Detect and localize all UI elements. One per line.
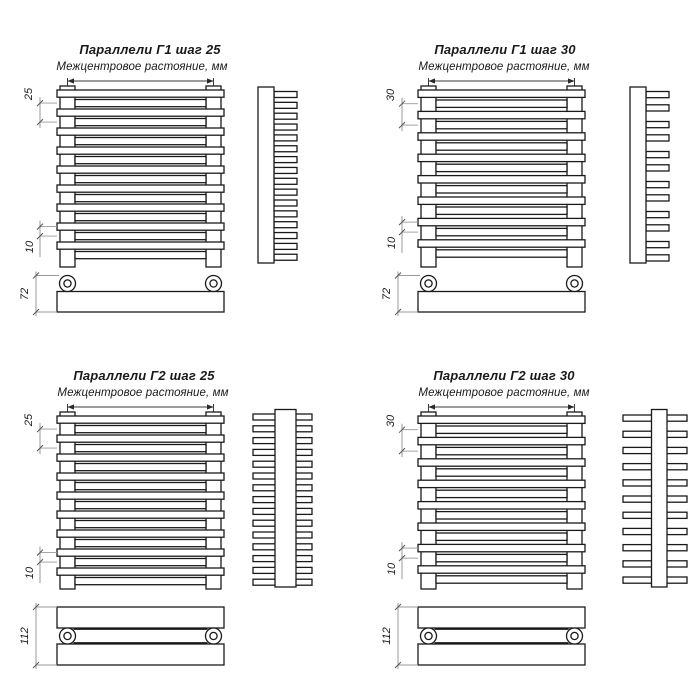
heating-tube-full	[57, 511, 224, 518]
side-tube-stub	[295, 520, 312, 526]
heating-tube-full	[418, 480, 585, 487]
heating-tube-inset	[75, 100, 206, 107]
heating-tube-full	[57, 223, 224, 230]
side-tube-stub	[623, 447, 653, 453]
dimension-gap-label: 10	[24, 240, 36, 254]
side-tube-stub	[623, 545, 653, 551]
heating-tube-full	[418, 502, 585, 509]
side-tube-stub	[274, 167, 297, 173]
heating-tube-full	[57, 454, 224, 461]
heating-tube-inset	[436, 533, 567, 540]
side-tube-stub	[274, 189, 297, 195]
side-tube-stub	[646, 182, 669, 188]
side-tube-stub	[295, 438, 312, 444]
tube-row-body	[418, 644, 585, 665]
side-tube-stub	[274, 102, 297, 108]
side-tube-stub	[295, 473, 312, 479]
dimension-step-label: 30	[385, 414, 397, 427]
dimension-height-label: 72	[381, 287, 393, 300]
figure-art	[33, 78, 297, 316]
heating-tube-full	[57, 549, 224, 556]
side-tube-stub	[623, 528, 653, 534]
side-tube-stub	[274, 200, 297, 206]
side-tube-stub	[253, 532, 276, 538]
heating-tube-inset	[75, 540, 206, 547]
side-tube-stub	[274, 135, 297, 141]
heating-tube-full	[418, 544, 585, 551]
side-tube-stub	[253, 473, 276, 479]
heating-tube-full	[418, 90, 585, 97]
heating-tube-inset	[75, 483, 206, 490]
side-tube-stub	[646, 225, 669, 231]
heating-tube-inset	[75, 195, 206, 202]
tube-row-body	[418, 607, 585, 628]
heating-tube-full	[57, 492, 224, 499]
figure-title: Параллели Г1 шаг 25	[79, 42, 221, 57]
figure-title: Параллели Г2 шаг 25	[73, 368, 215, 383]
side-tube-stub	[274, 157, 297, 163]
heating-tube-inset	[75, 252, 206, 259]
dimension-height-label: 72	[19, 287, 31, 300]
side-tube-stub	[666, 561, 687, 567]
side-tube-stub	[274, 233, 297, 239]
side-tube-stub	[295, 485, 312, 491]
side-tube-stub	[253, 426, 276, 432]
heating-tube-inset	[75, 157, 206, 164]
side-tube-stub	[666, 447, 687, 453]
side-tube-stub	[274, 113, 297, 119]
side-tube-stub	[253, 520, 276, 526]
heating-tube-inset	[75, 233, 206, 240]
heating-tube-inset	[75, 464, 206, 471]
side-tube-stub	[274, 92, 297, 98]
side-tube-stub	[666, 464, 687, 470]
side-tube-stub	[274, 211, 297, 217]
heating-tube-full	[57, 185, 224, 192]
side-tube-stub	[253, 579, 276, 585]
dimension-arrow	[207, 404, 214, 409]
side-tube-stub	[274, 178, 297, 184]
side-tube-stub	[253, 556, 276, 562]
heating-tube-inset	[75, 559, 206, 566]
side-tube-stub	[295, 497, 312, 503]
dimension-height-label: 112	[381, 627, 393, 645]
heating-tube-full	[418, 437, 585, 444]
side-tube-stub	[623, 577, 653, 583]
heating-tube-inset	[75, 578, 206, 585]
heating-tube-full	[418, 111, 585, 118]
heating-tube-full	[418, 133, 585, 140]
side-tube-stub	[646, 122, 669, 128]
side-tube-stub	[295, 426, 312, 432]
side-collector	[652, 410, 668, 588]
side-tube-stub	[253, 497, 276, 503]
heating-tube-full	[57, 416, 224, 423]
port-inner-circle	[64, 632, 71, 639]
heating-tube-inset	[75, 521, 206, 528]
heating-tube-inset	[75, 214, 206, 221]
side-tube-stub	[623, 431, 653, 437]
side-tube-stub	[666, 496, 687, 502]
heating-tube-full	[418, 197, 585, 204]
heating-tube-inset	[436, 100, 567, 107]
side-tube-stub	[274, 222, 297, 228]
side-tube-stub	[666, 512, 687, 518]
dimension-arrow	[429, 78, 436, 83]
heating-tube-full	[418, 218, 585, 225]
side-tube-stub	[253, 461, 276, 467]
side-tube-stub	[666, 415, 687, 421]
side-tube-stub	[646, 152, 669, 158]
tube-row-body	[57, 607, 224, 628]
heating-tube-full	[418, 240, 585, 247]
dimension-height-label: 112	[19, 627, 31, 645]
figure-subtitle: Межцентровое растояние, мм	[418, 387, 590, 399]
heating-tube-full	[57, 128, 224, 135]
side-collector	[275, 410, 296, 588]
side-collector	[258, 87, 274, 263]
side-tube-stub	[253, 508, 276, 514]
side-tube-stub	[253, 485, 276, 491]
side-tube-stub	[295, 414, 312, 420]
heating-tube-full	[57, 435, 224, 442]
figure-subtitle: Межцентровое растояние, мм	[57, 387, 229, 399]
heating-tube-full	[418, 459, 585, 466]
side-collector	[630, 87, 646, 263]
heating-tube-inset	[75, 138, 206, 145]
collector-body	[418, 292, 585, 313]
side-tube-stub	[666, 528, 687, 534]
side-tube-stub	[253, 567, 276, 573]
figure-subtitle: Межцентровое растояние, мм	[418, 61, 590, 73]
heating-tube-inset	[436, 426, 567, 433]
figure-art	[395, 78, 669, 316]
heating-tube-inset	[75, 119, 206, 126]
side-tube-stub	[253, 414, 276, 420]
heating-tube-inset	[436, 186, 567, 193]
dimension-gap-label: 10	[386, 236, 398, 250]
side-tube-stub	[646, 255, 669, 261]
collector-body	[57, 292, 224, 313]
dimension-arrow	[68, 404, 75, 409]
side-tube-stub	[295, 461, 312, 467]
side-tube-stub	[295, 556, 312, 562]
side-tube-stub	[295, 449, 312, 455]
tube-row-body	[57, 644, 224, 665]
side-tube-stub	[274, 243, 297, 249]
heating-tube-inset	[436, 164, 567, 171]
port-inner-circle	[210, 280, 217, 287]
heating-tube-full	[57, 530, 224, 537]
side-tube-stub	[646, 195, 669, 201]
heating-tube-inset	[436, 228, 567, 235]
side-tube-stub	[253, 438, 276, 444]
side-tube-stub	[623, 464, 653, 470]
heating-tube-full	[57, 568, 224, 575]
heating-tube-inset	[436, 490, 567, 497]
figure-title: Параллели Г2 шаг 30	[433, 368, 575, 383]
dimension-arrow	[68, 78, 75, 83]
heating-tube-full	[418, 566, 585, 573]
port-inner-circle	[64, 280, 71, 287]
heating-tube-full	[57, 166, 224, 173]
heating-tube-inset	[75, 502, 206, 509]
heating-tube-inset	[436, 469, 567, 476]
side-tube-stub	[646, 135, 669, 141]
side-tube-stub	[295, 532, 312, 538]
heating-tube-full	[57, 242, 224, 249]
heating-tube-inset	[75, 176, 206, 183]
heating-tube-inset	[436, 207, 567, 214]
port-inner-circle	[571, 632, 578, 639]
side-tube-stub	[666, 480, 687, 486]
side-tube-stub	[623, 415, 653, 421]
dimension-arrow	[568, 404, 575, 409]
heating-tube-full	[57, 473, 224, 480]
side-tube-stub	[623, 496, 653, 502]
heating-tube-inset	[436, 512, 567, 519]
side-tube-stub	[623, 561, 653, 567]
side-tube-stub	[295, 544, 312, 550]
dimension-arrow	[429, 404, 436, 409]
heating-tube-inset	[436, 576, 567, 583]
dimension-step-label: 30	[385, 88, 397, 101]
heating-tube-full	[418, 154, 585, 161]
side-tube-stub	[646, 165, 669, 171]
side-tube-stub	[646, 212, 669, 218]
side-tube-stub	[295, 567, 312, 573]
port-inner-circle	[425, 280, 432, 287]
dimension-arrow	[207, 78, 214, 83]
figure-art	[395, 404, 687, 669]
side-tube-stub	[295, 508, 312, 514]
figure-title: Параллели Г1 шаг 30	[434, 42, 576, 57]
heating-tube-full	[418, 523, 585, 530]
side-tube-stub	[274, 254, 297, 260]
side-tube-stub	[623, 512, 653, 518]
side-tube-stub	[666, 545, 687, 551]
heating-tube-inset	[436, 554, 567, 561]
dimension-step-label: 25	[23, 87, 35, 101]
side-tube-stub	[666, 431, 687, 437]
dimension-arrow	[568, 78, 575, 83]
dimension-gap-label: 10	[24, 566, 36, 580]
side-tube-stub	[666, 577, 687, 583]
figure-subtitle: Межцентровое растояние, мм	[56, 61, 228, 73]
port-inner-circle	[210, 632, 217, 639]
heating-tube-full	[57, 90, 224, 97]
side-tube-stub	[295, 579, 312, 585]
figure-art	[33, 404, 312, 669]
heating-tube-full	[57, 109, 224, 116]
heating-tube-inset	[436, 447, 567, 454]
side-tube-stub	[646, 105, 669, 111]
heating-tube-inset	[75, 445, 206, 452]
side-tube-stub	[274, 146, 297, 152]
side-tube-stub	[646, 242, 669, 248]
heating-tube-inset	[75, 426, 206, 433]
side-tube-stub	[274, 124, 297, 130]
port-inner-circle	[425, 632, 432, 639]
side-tube-stub	[623, 480, 653, 486]
heating-tube-full	[418, 176, 585, 183]
heating-tube-full	[57, 147, 224, 154]
dimension-step-label: 25	[23, 413, 35, 427]
side-tube-stub	[253, 544, 276, 550]
port-inner-circle	[571, 280, 578, 287]
heating-tube-inset	[436, 250, 567, 257]
side-tube-stub	[646, 92, 669, 98]
dimension-gap-label: 10	[386, 562, 398, 576]
heating-tube-full	[418, 416, 585, 423]
side-tube-stub	[253, 449, 276, 455]
heating-tube-inset	[436, 143, 567, 150]
heating-tube-inset	[436, 121, 567, 128]
heating-tube-full	[57, 204, 224, 211]
